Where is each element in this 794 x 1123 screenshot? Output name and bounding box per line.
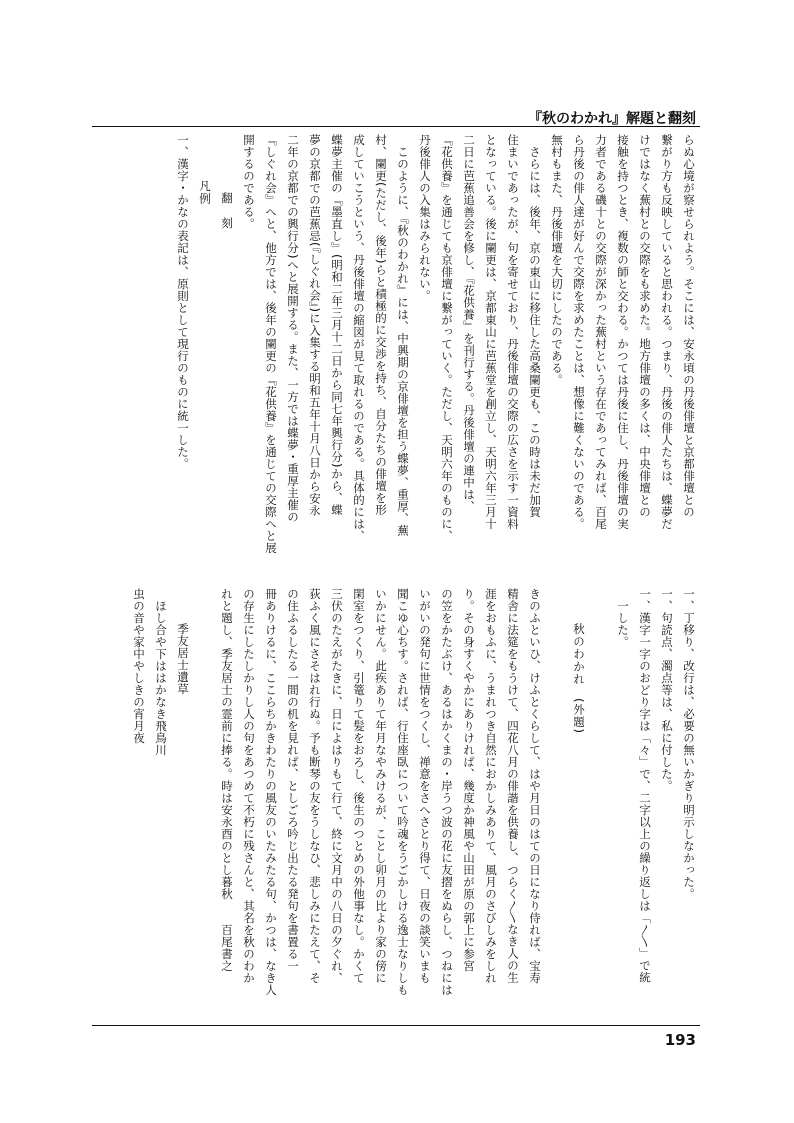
upper-line: らぬ心境が察せられよう。そこには、安永頃の丹後俳壇と京都俳壇との [682, 134, 696, 518]
preface-line: いがいの発句に世情をつくし、禅意をさへさとり得て、日夜の談笑いまも [418, 588, 432, 984]
hanrei-rule: 一した。 [616, 599, 630, 648]
upper-line: このように、『秋のわかれ』には、中興期の京俳壇を担う蝶夢、重厚、蕪 [396, 145, 410, 536]
preface-line: 荻ふく風にさそはれ行ぬ。予も断琴の友をうしなひ、悲しみにたえて、そ [308, 588, 322, 984]
upper-line: けではなく蕪村との交際をも求めた。地方俳壇の多くは、中央俳壇との [638, 134, 652, 518]
hanrei-rule: 一、句読点、濁点等は、私に付した。 [660, 588, 674, 792]
haiku: 虫の音や家中やしきの宵月夜 [132, 588, 146, 744]
upper-line: 夢の京都での芭蕉忌(『しぐれ会』)に入集する明和五年十月八日から安永 [308, 134, 322, 517]
preface-line: れと題し、季友居士の霊前に捧る。時は安永酉のとし暮秋 百尾書之 [220, 588, 234, 972]
preface-line: きのふといひ、けふとくらして、はや月日のはての日になり侍れば、宝寿 [528, 588, 542, 984]
upper-line: 『花供養』を通じても京俳壇に繋がっていく。ただし、天明六年のものに、 [440, 134, 454, 542]
upper-line: 二年の京都での興行分)へと展開する。また、一方では蝶夢・重厚主催の [286, 134, 300, 523]
preface-line: の住ふるしたる一間の机を見れば、としごろ吟じ出たる発句を書置る一 [286, 588, 300, 972]
upper-line: 成していこうという、丹後俳壇の縮図が見て取れるのである。具体的には、 [352, 134, 366, 542]
spacer [590, 588, 612, 1012]
running-header: 『秋のわかれ』解題と翻刻 [528, 111, 696, 127]
upper-line: 蝶夢主催の『墨直し』(明和二年三月十二日から同七年興行分)から、蝶 [330, 134, 344, 516]
upper-text-block [96, 134, 700, 554]
upper-line: 接触を持つとき、複数の師と交わる。かつては丹後に住し、丹後俳壇の実 [616, 134, 630, 530]
upper-line: ら丹後の俳人達が好んで交際を求めたことは、想像に難くないのである。 [572, 134, 586, 530]
hanrei-rule: 一、漢字一字のおどり字は「々」で、二字以上の繰り返しは「〱」で統 [638, 588, 652, 984]
preface-line: 閑室をつくり、引篭りて髪をおろし、後生のつとめの外他事なし。かくて [352, 588, 366, 984]
lower-text-block [96, 588, 700, 1012]
upper-line: 丹後俳人の入集はみられない。 [418, 134, 432, 302]
honkoku-heading: 翻 刻 [220, 191, 234, 229]
hanrei-rule: 一、丁移り、改行は、必要の無いかぎり明示しなかった。 [682, 588, 696, 900]
header-rule [92, 126, 700, 127]
upper-line: 住まいであったが、句を寄せており、丹後俳壇の交際の広さを示す一資料 [506, 134, 520, 530]
upper-line: 『しぐれ会』へと、他方では、後年の闌更の『花供養』を通じての交際へと展 [264, 134, 278, 554]
haiku: ほし合や下ははかなき飛鳥川 [154, 599, 168, 756]
preface-line: 涯をおもふに、うまれつき自然におかしみありて、風月のさびしみをしれ [484, 588, 498, 984]
page-number: 193 [664, 1031, 696, 1049]
preface-line: の笠をかたぶけ、あるはかくまの・岸うつ波の花に友摺をぬらし、つねには [440, 588, 454, 996]
spacer [194, 588, 216, 1012]
preface-line: 冊ありけるに、ここらちかきわたりの風友のいたみたる句、かつは、なき人 [264, 588, 278, 996]
haiku-author: 季友居士遺草 [176, 622, 190, 695]
upper-line: 二日に芭蕉追善会を修し、『花供養』を刊行する。丹後俳壇の連中は、 [462, 134, 476, 513]
spacer [546, 588, 568, 1012]
preface-line: 精舎に法筵をもうけて、四花八月の俳諧を供養し、つらく〱なき人の生 [506, 588, 520, 984]
preface-line: 聞こゆ心ちす。されば、行住座臥について吟魂をうごかしける逸士なりしも [396, 588, 410, 996]
upper-line: 繋がり方も反映していると思われる。つまり、丹後の俳人たちは、蝶夢だ [660, 134, 674, 530]
preface-line: いかにせん。此疾ありて年月なやみけるが、ことし卯月の比より家の傍に [374, 588, 388, 984]
upper-line: 無村もまた、丹後俳壇を大切にしたのである。 [550, 134, 564, 386]
preface-line: 三伏のたえがたきに、日によはりもて行て、終に文月中の八日の夕ぐれ、 [330, 588, 344, 984]
hanrei-heading: 凡例 [198, 180, 212, 205]
upper-line: 村、闌更(ただし、後年)らと積極的に交渉を持ち、自分たちの俳壇を形 [374, 134, 388, 516]
footer-rule [92, 1025, 700, 1026]
preface-line: の存生にしたしかりし人の句をあつめて不朽に残さんと、其名を秋のわか [242, 588, 256, 984]
preface-line: り。その身すくやかにありければ、幾度か神風や山田が原の郭上に参宮 [462, 588, 476, 972]
hanrei-rule: 一、漢字・かなの表記は、原則として現行のものに統一した。 [176, 134, 190, 470]
upper-line: さらには、後年、京の東山に移住した高桑闌更も、この時は未だ加賀 [528, 145, 542, 518]
upper-line: となっている。後に闌更は、京都東山に芭蕉堂を創立し、天明六年三月十 [484, 134, 498, 530]
upper-line: 力者である磯十との交際が深かった蕪村という存在であってみれば、百尾 [594, 134, 608, 530]
work-title: 秋のわかれ (外題) [572, 622, 586, 734]
upper-line: 開するのである。 [242, 134, 256, 230]
